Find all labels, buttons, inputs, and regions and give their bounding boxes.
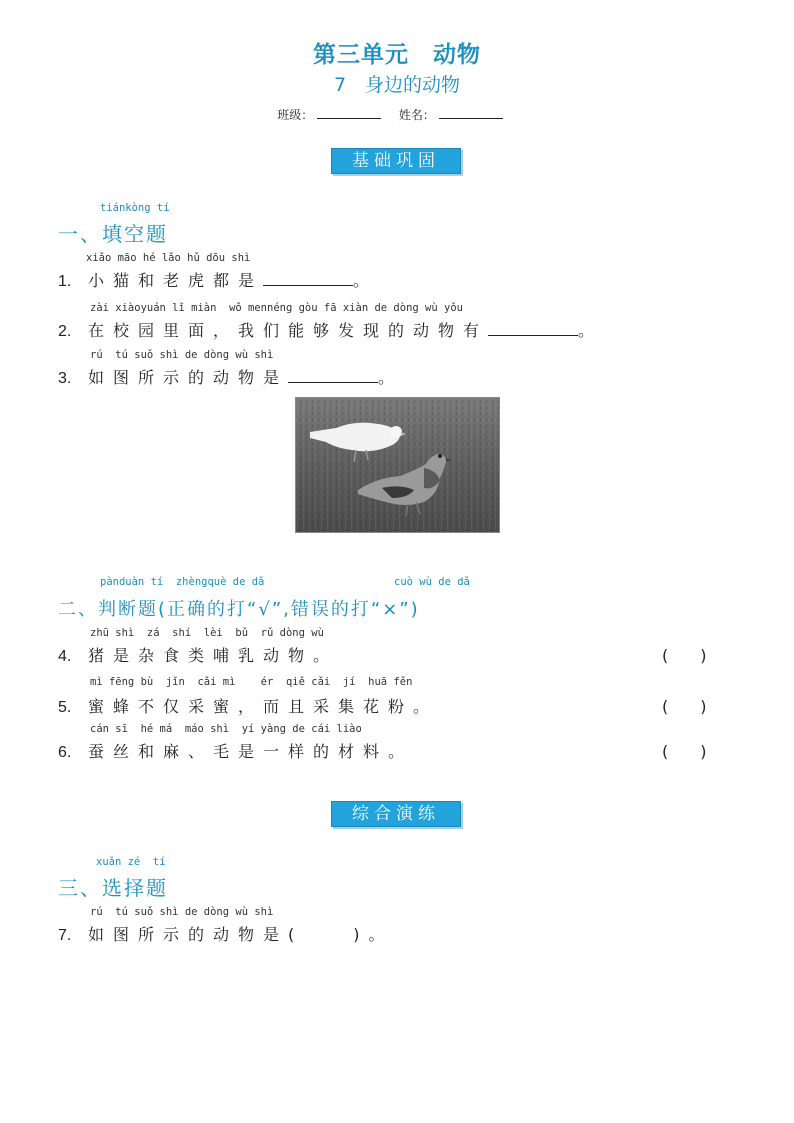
- student-info-line: [0, 106, 794, 123]
- name-label: 姓名：: [398, 108, 435, 122]
- section2-pinyin-a: pànduàn tí zhèngquè de dǎ: [100, 576, 265, 588]
- q1-answer-blank[interactable]: [263, 271, 353, 286]
- q5-number: 5.: [58, 699, 72, 716]
- section3-title: 三、选择题: [58, 876, 168, 900]
- q2-answer-blank[interactable]: [488, 321, 578, 336]
- q6-answer-parens[interactable]: ( ): [662, 742, 707, 761]
- q1-number: 1.: [58, 273, 72, 290]
- question-7: [58, 922, 394, 945]
- q1-text: 小猫和老虎都是: [88, 271, 264, 290]
- name-blank[interactable]: [439, 107, 503, 119]
- class-label: 班级：: [277, 108, 314, 122]
- q1-end: 。: [353, 271, 370, 290]
- q7-pinyin: rú tú suǒ shì de dòng wù shì: [90, 906, 274, 918]
- q6-number: 6.: [58, 744, 72, 761]
- q4-answer-parens[interactable]: ( ): [662, 646, 707, 665]
- class-blank[interactable]: [317, 107, 381, 119]
- section1-title: 一、填空题: [58, 222, 168, 246]
- pigeons-photo: [295, 397, 500, 533]
- q2-number: 2.: [58, 323, 72, 340]
- q5-pinyin: mì fēng bù jǐn cǎi mì ér qiě cǎi jí huā fěn: [90, 676, 413, 688]
- q1-pinyin: xiǎo māo hé lǎo hǔ dōu shì: [86, 252, 251, 264]
- q7-number: 7.: [58, 927, 72, 944]
- question-6: [58, 739, 413, 762]
- question-5: [58, 694, 438, 717]
- q7-text: 如图所示的动物是( )。: [88, 925, 394, 944]
- q3-number: 3.: [58, 370, 72, 387]
- pigeons-illustration: [296, 398, 499, 532]
- section2-title: 二、判断题(正确的打“√”,错误的打“×”): [58, 599, 420, 620]
- q4-text: 猪是杂食类哺乳动物。: [88, 646, 339, 665]
- q6-pinyin: cán sī hé má máo shì yí yàng de cái liào: [90, 723, 362, 735]
- banner-basic: 基础巩固: [331, 148, 461, 174]
- q2-end: 。: [578, 321, 595, 340]
- q3-end: 。: [378, 368, 395, 387]
- question-4: [58, 643, 338, 666]
- q2-pinyin: zài xiàoyuán lǐ miàn wǒ mennéng gòu fā xiàn de dòng wù yǒu: [90, 302, 463, 314]
- q3-pinyin: rú tú suǒ shì de dòng wù shì: [90, 349, 274, 361]
- section1-pinyin: tiánkòng tí: [100, 202, 170, 214]
- q4-number: 4.: [58, 648, 72, 665]
- q5-text: 蜜蜂不仅采蜜，而且采集花粉。: [88, 697, 439, 716]
- q3-text: 如图所示的动物是: [88, 368, 289, 387]
- q3-answer-blank[interactable]: [288, 368, 378, 383]
- section3-pinyin: xuǎn zé tí: [96, 856, 166, 868]
- question-3: [58, 365, 394, 388]
- q5-answer-parens[interactable]: ( ): [662, 697, 707, 716]
- q4-pinyin: zhū shì zá shí lèi bǔ rǔ dòng wù: [90, 627, 324, 639]
- lesson-subtitle: 7 身边的动物: [333, 74, 461, 96]
- question-1: [58, 268, 369, 291]
- q2-text: 在校园里面，我们能够发现的动物有: [88, 321, 489, 340]
- section2-pinyin-b: cuò wù de dǎ: [394, 576, 470, 588]
- banner-practice: 综合演练: [331, 801, 461, 827]
- page-title: 第三单元 动物: [313, 42, 481, 68]
- question-2: [58, 318, 594, 341]
- q6-text: 蚕丝和麻、毛是一样的材料。: [88, 742, 414, 761]
